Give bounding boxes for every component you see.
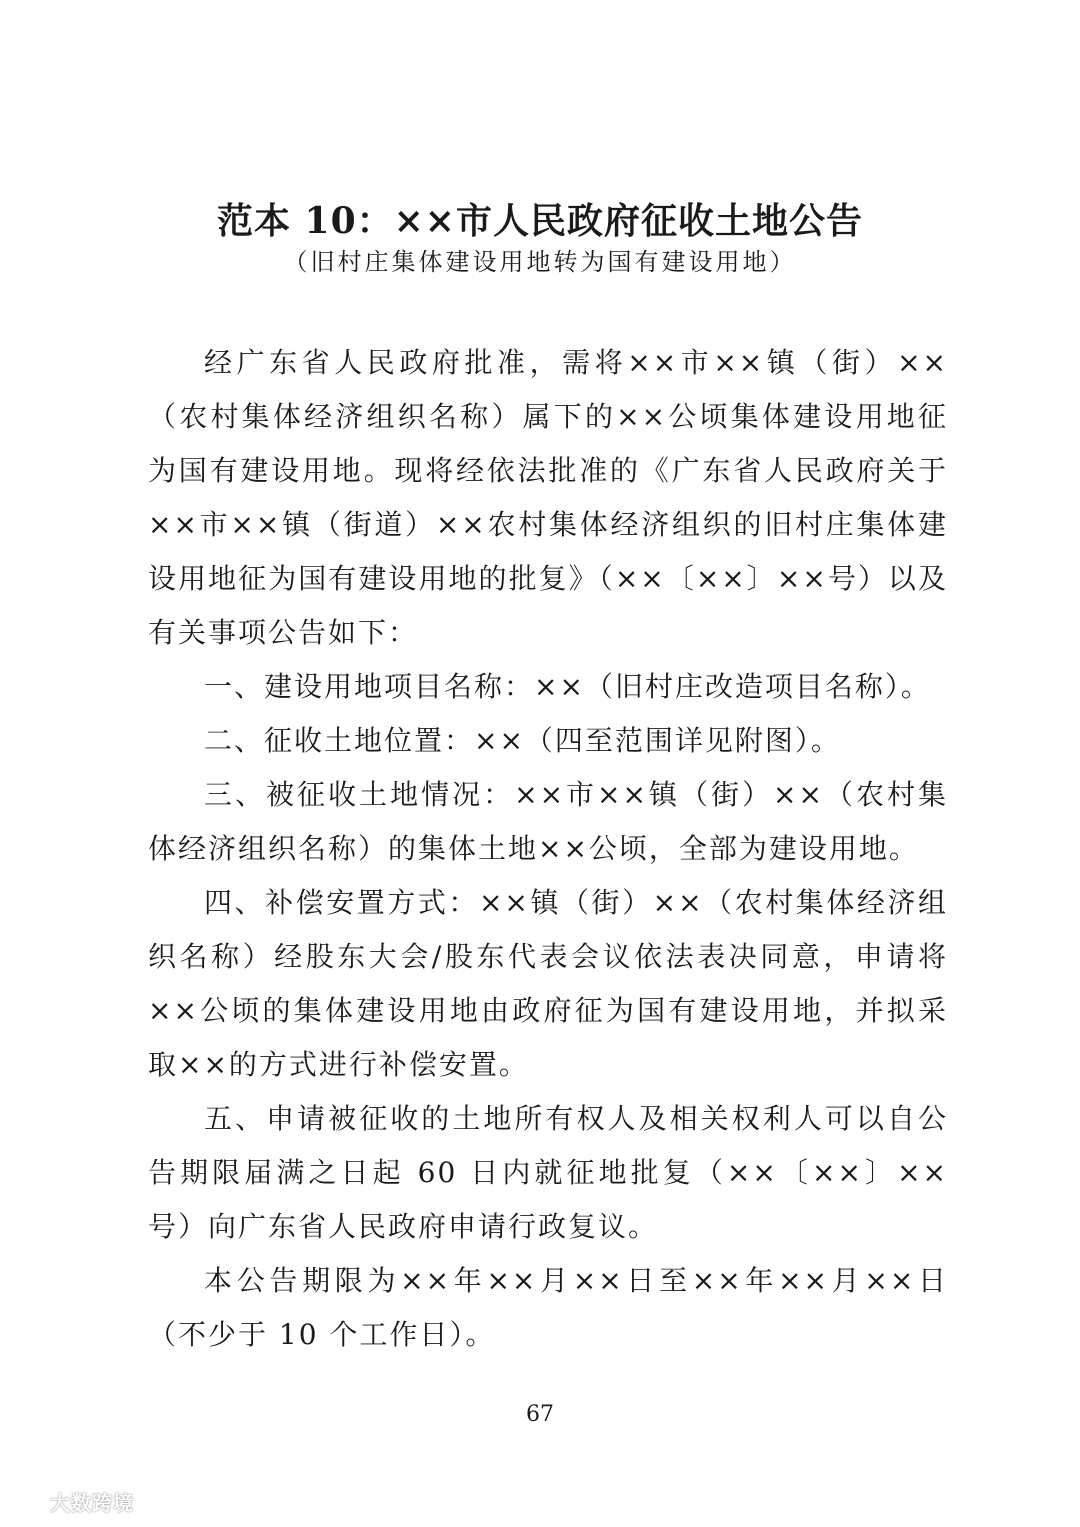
watermark <box>14 1486 134 1516</box>
paragraph-item-5: 五、申请被征收的土地所有权人及相关权利人可以自公告期限届满之日起 60 日内就征地批复（××〔××〕××号）向广东省人民政府申请行政复议。 <box>148 1102 948 1243</box>
paragraph-intro: 经广东省人民政府批准，需将××市××镇（街）××（农村集体经济组织名称）属下的××公顷集体建设用地征为国有建设用地。现将经依法批准的《广东省人民政府关于××市××镇（街道）××农村集体经济组织的旧村庄集体建设用地征为国有建设用地的批复》（××〔××〕××号）以及有关事项公告如下： <box>148 346 948 649</box>
watermark-text: 大数跨境 <box>50 1490 134 1515</box>
paragraph-item-3: 三、被征收土地情况：××市××镇（街）××（农村集体经济组织名称）的集体土地××公顷，全部为建设用地。 <box>148 778 948 865</box>
page-number: 67 <box>526 1402 554 1427</box>
paragraph-item-1: 一、建设用地项目名称：××（旧村庄改造项目名称）。 <box>204 670 931 703</box>
weibo-logo-icon <box>14 1490 44 1512</box>
paragraph-notice-period: 本公告期限为××年××月××日至××年××月××日（不少于 10 个工作日）。 <box>148 1264 948 1351</box>
paragraph-item-2: 二、征收土地位置：××（四至范围详见附图）。 <box>204 724 841 757</box>
paragraph-item-4: 四、补偿安置方式：××镇（街）××（农村集体经济组织名称）经股东大会/股东代表会议依法表决同意，申请将××公顷的集体建设用地由政府征为国有建设用地，并拟采取××的方式进行补偿安置。 <box>148 886 948 1081</box>
document-subtitle: （旧村庄集体建设用地转为国有建设用地） <box>283 248 797 276</box>
document-title: 范本 10：××市人民政府征收土地公告 <box>217 200 863 242</box>
document-body <box>148 336 948 1362</box>
